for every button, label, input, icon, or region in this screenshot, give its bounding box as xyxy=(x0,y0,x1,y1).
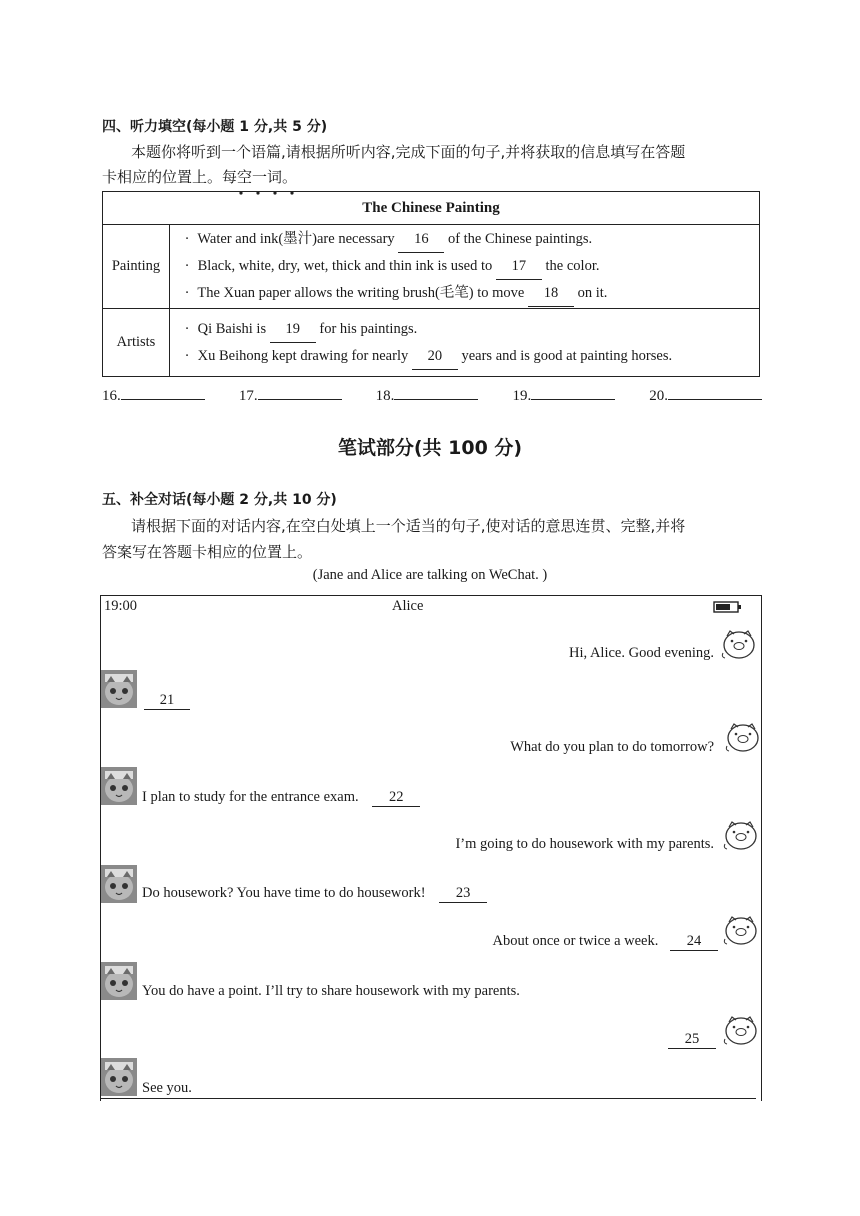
instruction-pre: 卡相应的位置上。 xyxy=(102,168,223,186)
answer-line xyxy=(668,385,762,400)
pig-avatar-icon xyxy=(720,627,758,661)
answer-item xyxy=(102,385,205,405)
message-text: I plan to study for the entrance exam. xyxy=(142,789,359,805)
answer-blank-16: 16 xyxy=(398,226,444,253)
chat-bottom-border xyxy=(100,1098,756,1099)
answer-line xyxy=(531,385,615,400)
answer-blank-22: 22 xyxy=(372,789,420,807)
answer-blank-17: 17 xyxy=(496,253,542,280)
line-text: Xu Beihong kept drawing for nearly xyxy=(197,347,409,364)
chat-message-right xyxy=(455,836,714,853)
table-line: · The Xuan paper allows the writing brush(毛笔) to move 18 on it. xyxy=(180,280,759,307)
answer-blank-21: 21 xyxy=(144,692,190,710)
cat-avatar-icon xyxy=(101,962,137,1000)
cat-avatar-icon xyxy=(101,670,137,708)
line-text: years and is good at painting horses. xyxy=(461,347,673,364)
answer-line xyxy=(394,385,478,400)
chat-message-left xyxy=(142,789,420,807)
answer-number: 19. xyxy=(512,388,532,404)
answer-number: 18. xyxy=(375,388,395,404)
battery-icon xyxy=(713,600,743,619)
row-label: Artists xyxy=(103,309,170,377)
line-text: on it. xyxy=(577,285,608,301)
chat-message-left xyxy=(142,1080,192,1097)
table-line: · Water and ink(墨汁)are necessary 16 of the Chinese paintings. xyxy=(180,226,759,253)
line-text: for his paintings. xyxy=(319,320,418,337)
chat-contact-name: Alice xyxy=(392,598,424,614)
line-text: Black, white, dry, wet, thick and thin ink is used to xyxy=(197,258,493,274)
pig-avatar-icon xyxy=(722,1013,760,1047)
table-row-artists xyxy=(103,309,760,377)
section5-heading: 五、补全对话(每小题 2 分,共 10 分) xyxy=(102,492,337,508)
answer-blank-19: 19 xyxy=(270,316,316,343)
section5-instruction-line2: 答案写在答题卡相应的位置上。 xyxy=(102,543,313,561)
line-text: of the Chinese paintings. xyxy=(447,231,593,247)
answer-blank-20: 20 xyxy=(412,343,458,370)
answer-item xyxy=(239,385,342,405)
table-line: · Black, white, dry, wet, thick and thin ink is used to 17 the color. xyxy=(180,253,759,280)
row-label: Painting xyxy=(103,225,170,309)
pig-avatar-icon xyxy=(722,818,760,852)
cat-avatar-icon xyxy=(101,865,137,903)
pig-avatar-icon xyxy=(724,720,762,754)
cat-avatar-icon xyxy=(101,767,137,805)
answer-number: 17. xyxy=(238,388,258,404)
answer-line xyxy=(258,385,342,400)
answer-line xyxy=(121,385,205,400)
emphasis-dots xyxy=(234,183,304,189)
chat-message-left xyxy=(144,692,190,710)
chat-message-right xyxy=(668,1031,716,1049)
chat-message-right xyxy=(569,645,714,662)
pig-avatar-icon xyxy=(722,913,760,947)
table-line: · Xu Beihong kept drawing for nearly 20 years and is good at painting horses. xyxy=(180,343,759,370)
chat-message-right xyxy=(492,933,718,951)
message-text: See you. xyxy=(142,1080,192,1096)
chat-context: (Jane and Alice are talking on WeChat. ) xyxy=(312,567,548,583)
section5-instruction-line1: 请根据下面的对话内容,在空白处填上一个适当的句子,使对话的意思连贯、完整,并将 xyxy=(131,517,686,535)
answer-blank-18: 18 xyxy=(528,280,574,307)
chat-time: 19:00 xyxy=(104,598,138,614)
message-text: What do you plan to do tomorrow? xyxy=(510,739,714,755)
answer-item xyxy=(649,385,762,405)
answer-blank-23: 23 xyxy=(439,885,487,903)
answer-item xyxy=(512,385,615,405)
chat-message-left xyxy=(142,885,487,903)
table-line: · Qi Baishi is 19 for his paintings. xyxy=(180,316,759,343)
answer-blank-25: 25 xyxy=(668,1031,716,1049)
table-title: The Chinese Painting xyxy=(103,192,760,225)
answer-item xyxy=(376,385,479,405)
written-part-title: 笔试部分(共 100 分) xyxy=(337,437,523,459)
table-row-painting xyxy=(103,225,760,309)
instruction-emphasis: 每空一词 xyxy=(222,168,283,186)
chat-message-left xyxy=(142,983,520,1000)
answer-blank-24: 24 xyxy=(670,933,718,951)
listening-table xyxy=(102,191,760,377)
line-text: The Xuan paper allows the writing brush(毛笔) to move xyxy=(197,285,525,301)
instruction-post: 。 xyxy=(282,168,298,186)
cat-avatar-icon xyxy=(101,1058,137,1096)
chat-message-right xyxy=(510,739,714,756)
line-text: Water and ink(墨汁)are necessary xyxy=(197,231,395,247)
message-text: Do housework? You have time to do housework! xyxy=(142,885,426,901)
section4-instruction-line1: 本题你将听到一个语篇,请根据所听内容,完成下面的句子,并将获取的信息填写在答题 xyxy=(131,143,686,161)
message-text: I’m going to do housework with my parents. xyxy=(455,836,714,852)
message-text: You do have a point. I’ll try to share housework with my parents. xyxy=(142,983,520,999)
answer-number: 20. xyxy=(649,388,668,404)
line-text: the color. xyxy=(545,258,600,274)
section4-heading: 四、听力填空(每小题 1 分,共 5 分) xyxy=(102,119,328,135)
message-text: About once or twice a week. xyxy=(492,933,659,949)
answer-lines xyxy=(102,385,762,405)
answer-number: 16. xyxy=(102,388,121,404)
message-text: Hi, Alice. Good evening. xyxy=(569,645,714,661)
line-text: Qi Baishi is xyxy=(197,320,267,337)
